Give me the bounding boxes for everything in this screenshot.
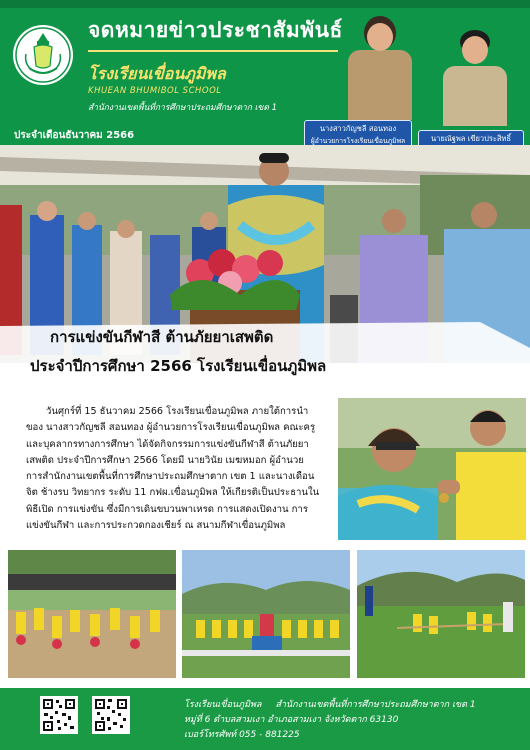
opening-ceremony-photo: [182, 550, 350, 678]
headline-line-1: การแข่งขันกีฬาสี ต้านภัยยาเสพติด: [50, 328, 274, 346]
newsletter-title: จดหมายข่าวประชาสัมพันธ์: [88, 18, 343, 42]
footer-phone: เบอร์โทรศัพท์ 055 - 881225: [184, 730, 300, 740]
director-portrait: [344, 14, 416, 120]
footer-school-name: โรงเรียนเขื่อนภูมิพล: [184, 700, 262, 710]
headline-line-2: ประจำปีการศึกษา 2566 โรงเรียนเขื่อนภูมิพล: [30, 357, 327, 375]
parade-photo: [8, 550, 176, 678]
school-name-english: KHUEAN BHUMIBOL SCHOOL: [88, 86, 222, 96]
qr-code-icon[interactable]: [40, 696, 78, 734]
deputy-name: นายณัฐพล เขียวประสิทธิ์: [431, 134, 511, 143]
footer-address: หมู่ที่ 6 ตำบลสามเงา อำเภอสามเงา จังหวัดตาก 63130: [184, 715, 399, 725]
qr-code-icon[interactable]: [92, 696, 130, 734]
article-body: วันศุกร์ที่ 15 ธันวาคม 2566 โรงเรียนเขื่อนภูมิพล ภายใต้การนำของ นางสาวกัญชลี สอนทอง ผู้อำนวยการโรงเรียนเขื่อนภูมิพล คณะครูและบุคลากรทางการศึกษา ได้จัดกิจกรรมการแข่งขันกีฬาสี ต้านภัยยาเสพติด ประจำปีการศึกษา 2566 โดยมี นายวินัย เมฆหมอก ผู้อำนวยการสำนักงานเขตพื้นที่การศึกษาประถมศึกษาตาก เขต 1 และนางเดือนจิต ช้างรบ วิทยากร ระดับ 11 กฟผ.เขื่อนภูมิพล ให้เกียรติเป็นประธานในพิธีเปิด การแข่งขัน ซึ่งมีการเดินขบวนพาเหรด การแสดงเปิดงาน การแข่งขันกีฬา และการประกวดกองเชียร์ ณ สนามกีฬาเขื่อนภูมิพล: [26, 406, 320, 532]
deputy-director-portrait: [438, 28, 512, 126]
tug-of-war-photo: [357, 550, 525, 678]
school-emblem-icon: [12, 24, 74, 86]
footer-office-name: สำนักงานเขตพื้นที่การศึกษาประถมศึกษาตาก เขต 1: [275, 700, 476, 710]
title-underline: [88, 50, 338, 52]
director-name: นางสาวกัญชลี สอนทอง: [319, 124, 397, 133]
education-office: สำนักงานเขตพื้นที่การศึกษาประถมศึกษาตาก เขต 1: [88, 103, 277, 113]
school-name-thai: โรงเรียนเขื่อนภูมิพล: [88, 64, 226, 83]
newsletter-header: [0, 0, 530, 145]
header-top-stripe: [0, 0, 530, 8]
issue-month: ประจำเดือนธันวาคม 2566: [14, 130, 135, 141]
teacher-student-photo: [338, 398, 526, 540]
director-position: ผู้อำนวยการโรงเรียนเขื่อนภูมิพล: [310, 137, 406, 145]
footer-school-office: [184, 697, 476, 711]
